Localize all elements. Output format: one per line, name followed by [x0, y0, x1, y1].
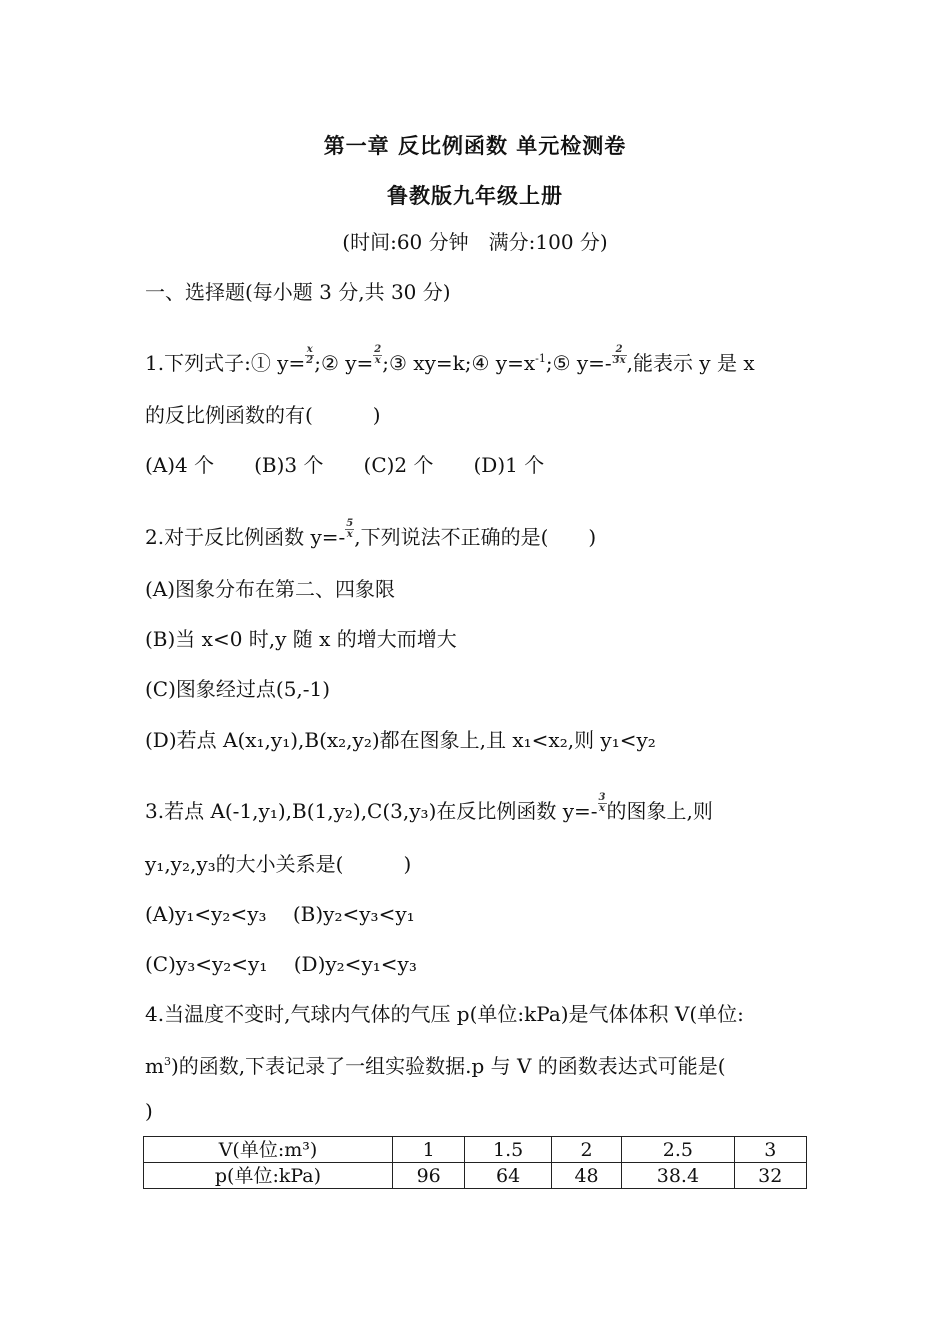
question-3-line2: y₁,y₂,y₃的大小关系是( ) — [145, 852, 412, 876]
question-2-option-d: (D)若点 A(x₁,y₁),B(x₂,y₂)都在图象上,且 x₁<x₂,则 y₁<y₂ — [145, 728, 656, 752]
exam-info: (时间:60 分钟 满分:100 分) — [342, 230, 608, 254]
table-cell: V(单位:m³) — [144, 1137, 393, 1163]
data-table — [143, 1136, 807, 1189]
table-row — [144, 1163, 807, 1189]
question-4: 4.当温度不变时,气球内气体的气压 p(单位:kPa)是气体体积 V(单位: — [145, 1002, 744, 1026]
page-subtitle: 鲁教版九年级上册 — [387, 183, 563, 208]
table-cell: 2.5 — [622, 1137, 734, 1163]
table-cell: 32 — [734, 1163, 807, 1189]
page-title: 第一章 反比例函数 单元检测卷 — [323, 133, 627, 158]
question-2: 2.对于反比例函数 y=- $\frac{5}{x}$ ,下列说法不正确的是( ) — [145, 518, 597, 549]
question-2-option-a: (A)图象分布在第二、四象限 — [145, 577, 396, 601]
question-1: 1.下列式子:① y= $\frac{x}{2}$ ;② y= $\frac{2}{x}$ ;③ xy=k;④ $y=x^{-1};⑤$ y=- $\frac{2}{3x}$ ,能表示 y 是 x — [145, 344, 755, 375]
fraction-x-over-2: $\frac{x}{2}$ — [306, 344, 314, 366]
question-3-options-cd: (C)y₃<y₂<y₁ (D)y₂<y₁<y₃ — [145, 952, 417, 976]
fraction-5-over-x: $\frac{5}{x}$ — [346, 518, 354, 540]
question-2-option-c: (C)图象经过点(5,-1) — [145, 677, 331, 701]
fraction-2-over-3x: $\frac{2}{3x}$ — [612, 344, 626, 366]
table-row — [144, 1137, 807, 1163]
table-cell: 64 — [465, 1163, 551, 1189]
question-1-options: (A)4 个 (B)3 个 (C)2 个 (D)1 个 — [145, 453, 545, 477]
table-cell: 1.5 — [465, 1137, 551, 1163]
fraction-3-over-x: $\frac{3}{x}$ — [598, 792, 606, 814]
section-heading: 一、选择题(每小题 3 分,共 30 分) — [145, 280, 451, 304]
table-cell: 1 — [392, 1137, 464, 1163]
question-1-line2: 的反比例函数的有( ) — [145, 403, 381, 427]
table-cell: p(单位:kPa) — [144, 1163, 393, 1189]
table-cell: 3 — [734, 1137, 807, 1163]
question-2-option-b: (B)当 x<0 时,y 随 x 的增大而增大 — [145, 627, 457, 651]
question-3: 3.若点 A(-1,y₁),B(1,y₂),C(3,y₃)在反比例函数 y=- $\frac{3}{x}$ 的图象上,则 — [145, 792, 713, 823]
question-4-line2: $m^3$)的函数,下表记录了一组实验数据.p 与 V 的函数表达式可能是( — [145, 1054, 726, 1078]
question-4-line3: ) — [145, 1099, 153, 1123]
table-cell: 96 — [392, 1163, 464, 1189]
table-cell: 2 — [551, 1137, 621, 1163]
fraction-2-over-x: $\frac{2}{x}$ — [374, 344, 382, 366]
table-cell: 38.4 — [622, 1163, 734, 1189]
table-cell: 48 — [551, 1163, 621, 1189]
question-3-options-ab: (A)y₁<y₂<y₃ (B)y₂<y₃<y₁ — [145, 902, 415, 926]
